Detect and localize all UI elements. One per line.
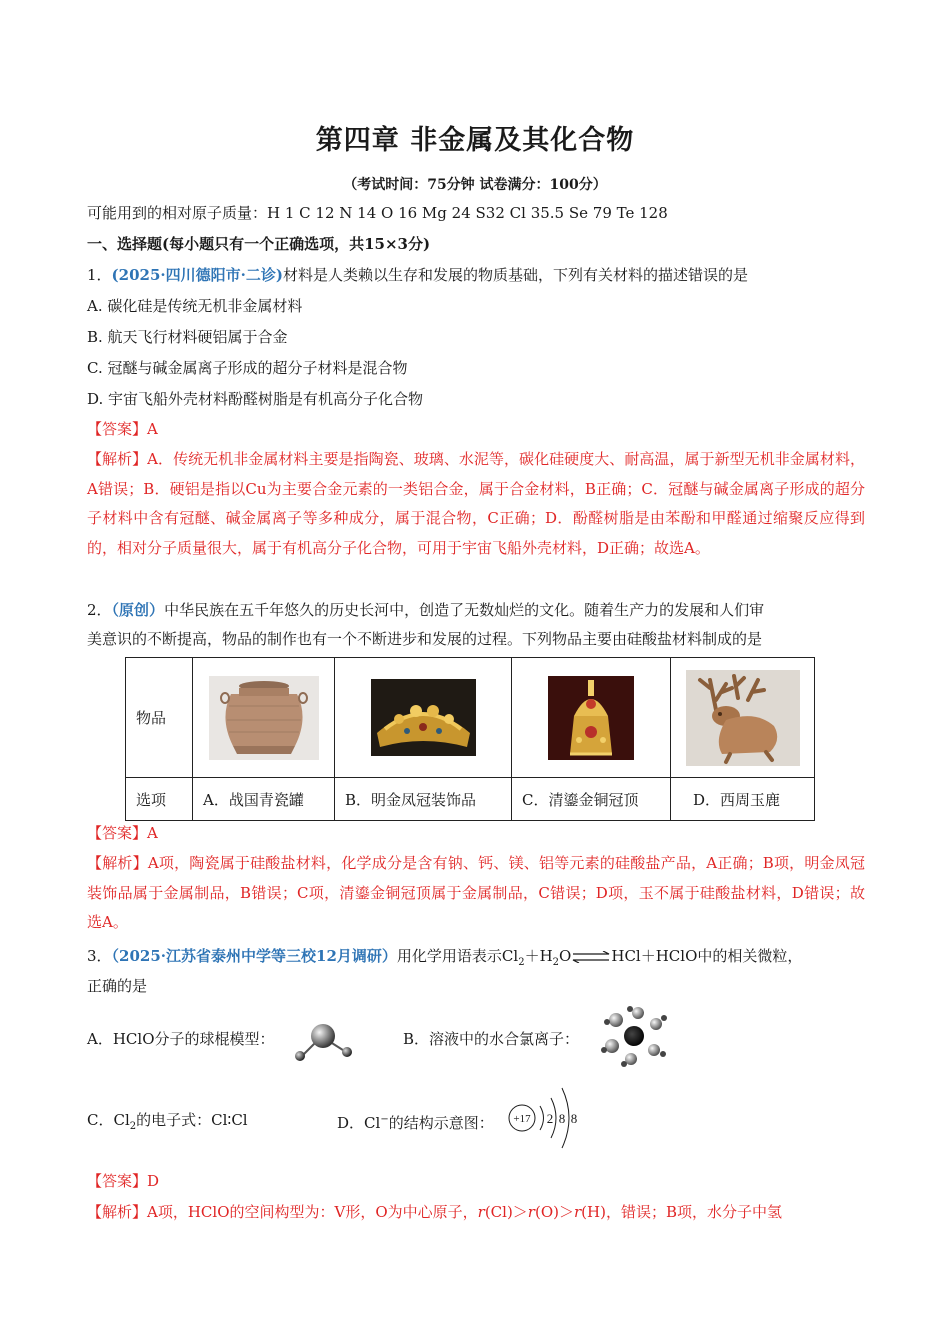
q3-option-b: B．溶液中的水合氯离子： bbox=[403, 1030, 580, 1048]
q2-answer-value: A bbox=[147, 824, 158, 842]
q3-stem-line2: 正确的是 bbox=[87, 977, 148, 995]
q3-analysis: 【解析】A项，HClO的空间构型为：V形，O为中心原子，r(Cl)＞r(O)＞r(H)，错误；B项，水分子中氢 bbox=[87, 1203, 782, 1221]
q3-option-d: D．Cl−的结构示意图： bbox=[337, 1114, 494, 1132]
item-image-cell-a bbox=[193, 658, 335, 778]
q2-option-a: A．战国青瓷罐 bbox=[193, 778, 335, 821]
q3-stem-line1 bbox=[87, 946, 802, 973]
q2-option-d: D．西周玉鹿 bbox=[671, 778, 815, 821]
jade-deer-image bbox=[686, 670, 800, 766]
q1-analysis-text: A．传统无机非金属材料主要是指陶瓷、玻璃、水泥等，碳化硅硬度大、耐高温，属于新型无机非金属材料，A错误；B．硬铝是指以Cu为主要合金元素的一类铝合金，属于合金材料，B正确；C．冠醚与碱金属离子形成的超分子材料中含有冠醚、碱金属离子等多种成分，属于混合物，C正确；D．酚醛树脂是由苯酚和甲醛通过缩聚反应得到的，相对分子质量很大，属于有机高分子化合物，可用于宇宙飞船外壳材料，D正确；故选A。 bbox=[87, 450, 865, 557]
chloride-ion-structure-diagram-icon bbox=[504, 1080, 584, 1156]
q1-analysis-tag: 【解析】 bbox=[87, 450, 148, 468]
exam-info: （考试时间：75分钟 试卷满分：100分） bbox=[343, 177, 607, 193]
reversible-arrow-icon bbox=[571, 951, 611, 963]
q2-stem-line2: 美意识的不断提高，物品的制作也有一个不断进步和发展的过程。下列物品主要由硅酸盐材料制成的是 bbox=[87, 630, 763, 648]
q2-analysis-tag: 【解析】 bbox=[87, 854, 148, 872]
q3-stem-post: 中的相关微粒， bbox=[697, 947, 803, 965]
q2-analysis bbox=[87, 849, 865, 938]
q2-analysis-text: A项，陶瓷属于硅酸盐材料，化学成分是含有钠、钙、镁、铝等元素的硅酸盐产品，A正确；B项，明金凤冠装饰品属于金属制品，B错误；C项，清鎏金铜冠顶属于金属制品，C错误；D项，玉不属于硅酸盐材料，D错误；故选A。 bbox=[87, 854, 865, 931]
q1-stem bbox=[87, 265, 748, 285]
q1-option-a: A. 碳化硅是传统无机非金属材料 bbox=[87, 297, 303, 315]
shell-1-electrons: 2 bbox=[546, 1111, 554, 1126]
section-heading: 一、选择题(每小题只有一个正确选项，共15×3分) bbox=[87, 235, 431, 253]
q1-number: 1． bbox=[87, 266, 112, 284]
page-title: 第四章 非金属及其化合物 bbox=[315, 125, 635, 156]
item-image-cell-c bbox=[512, 658, 671, 778]
phoenix-crown-ornament-image bbox=[371, 679, 476, 756]
q1-answer-value: A bbox=[147, 420, 158, 438]
q3-answer-tag: 【答案】 bbox=[87, 1172, 148, 1190]
q1-analysis bbox=[87, 445, 865, 563]
q2-option-c: C．清鎏金铜冠顶 bbox=[512, 778, 671, 821]
q2-row-label-options: 选项 bbox=[126, 778, 193, 821]
q1-option-c: C. 冠醚与碱金属离子形成的超分子材料是混合物 bbox=[87, 359, 408, 377]
q1-stem-text: 材料是人类赖以生存和发展的物质基础，下列有关材料的描述错误的是 bbox=[282, 266, 748, 284]
q2-answer-tag: 【答案】 bbox=[87, 824, 148, 842]
q2-answer bbox=[87, 823, 158, 843]
celadon-jar-image bbox=[209, 676, 319, 760]
q1-source: (2025·四川德阳市·二诊) bbox=[111, 266, 283, 284]
atomic-masses: 可能用到的相对原子质量：H 1 C 12 N 14 O 16 Mg 24 S32 Cl 35.5 Se 79 Te 128 bbox=[87, 204, 668, 222]
hclo-ball-stick-model-icon bbox=[290, 1018, 360, 1068]
q2-source: （原创） bbox=[111, 601, 165, 619]
q3-option-c: C．$Cl_2$的电子式：Cl∶Cl bbox=[87, 1111, 248, 1132]
shell-2-electrons: 8 bbox=[558, 1111, 566, 1126]
q3-answer-value: D bbox=[147, 1172, 160, 1190]
item-image-cell-d bbox=[671, 658, 815, 778]
item-image-cell-b bbox=[335, 658, 512, 778]
q3-stem-pre: 用化学用语表示 bbox=[396, 947, 502, 965]
q2-stem-line1 bbox=[87, 600, 764, 620]
q2-stem-text1: 中华民族在五千年悠久的历史长河中，创造了无数灿烂的文化。随着生产力的发展和人们审 bbox=[164, 601, 765, 619]
q1-option-b: B. 航天飞行材料硬铝属于合金 bbox=[87, 328, 288, 346]
q2-option-b: B．明金凤冠装饰品 bbox=[335, 778, 512, 821]
q2-items-table bbox=[125, 657, 815, 821]
q3-source: （2025·江苏省泰州中学等三校12月调研） bbox=[111, 947, 397, 965]
q2-number: 2． bbox=[87, 601, 112, 619]
q2-row-label-items: 物品 bbox=[126, 658, 193, 778]
q3-answer bbox=[87, 1171, 159, 1191]
nucleus-charge: +17 bbox=[513, 1113, 531, 1125]
gilt-bronze-crown-top-image bbox=[548, 676, 634, 760]
shell-3-electrons: 8 bbox=[570, 1111, 578, 1126]
q3-equation: $Cl_2+H_2O$ HCl＋HClO bbox=[501, 947, 698, 968]
q1-option-d: D. 宇宙飞船外壳材料酚醛树脂是有机高分子化合物 bbox=[87, 390, 424, 408]
q3-number: 3． bbox=[87, 947, 112, 965]
q1-answer-tag: 【答案】 bbox=[87, 420, 148, 438]
q1-answer bbox=[87, 419, 158, 439]
hydrated-chloride-ion-icon bbox=[596, 1004, 672, 1068]
q3-option-a: A．HClO分子的球棍模型： bbox=[87, 1030, 275, 1048]
